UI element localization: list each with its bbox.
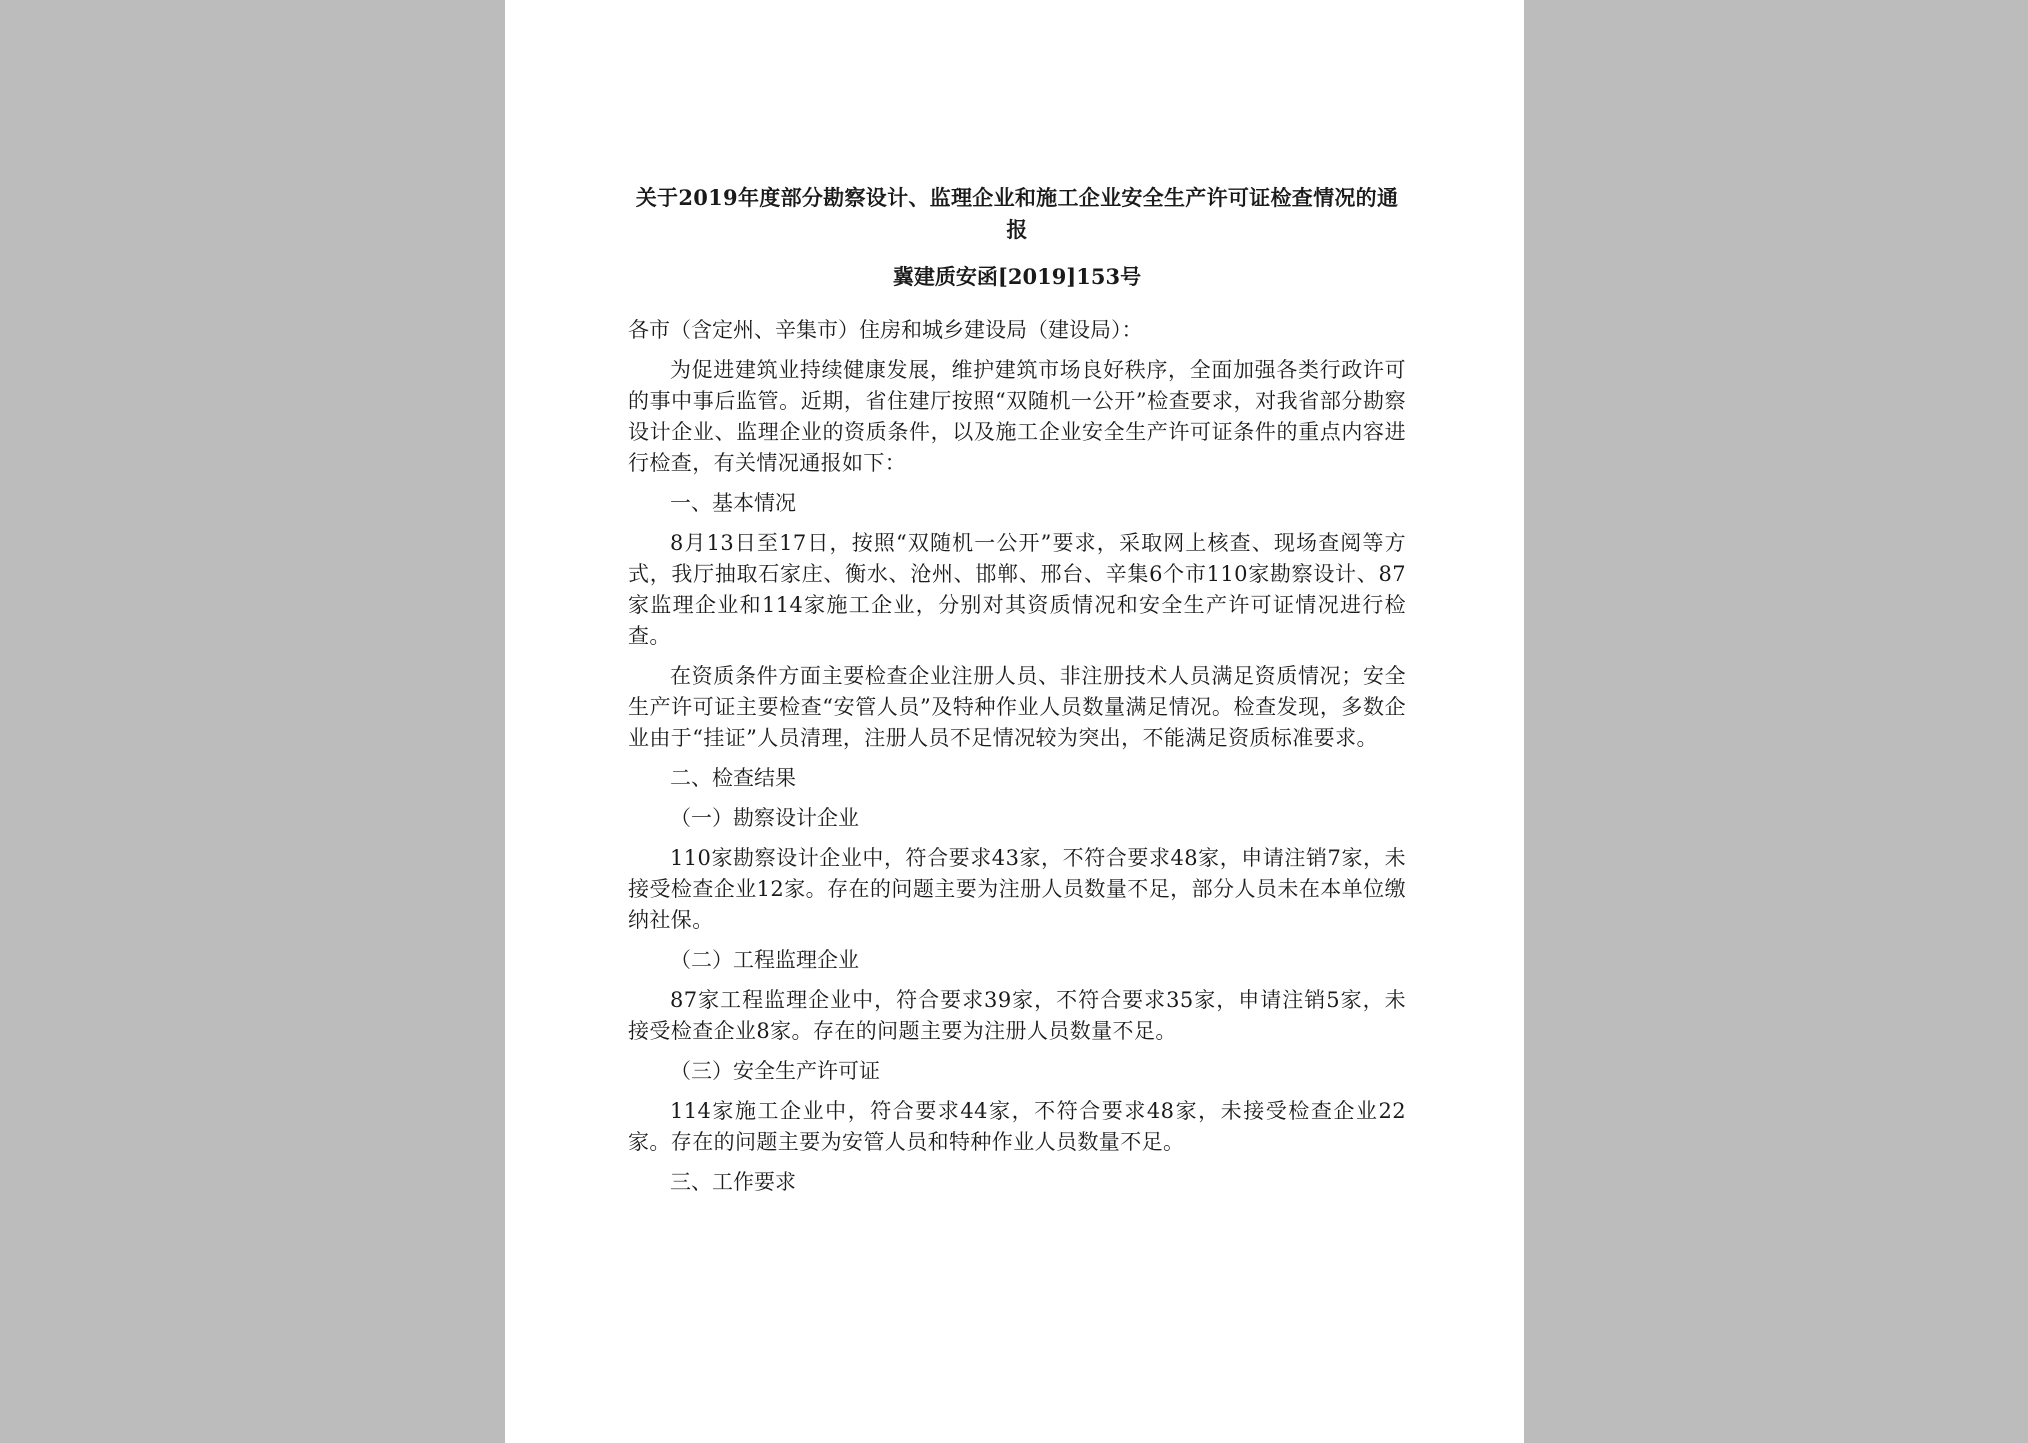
section-heading-basic: 一、基本情况 <box>670 491 796 515</box>
intro-paragraph: 为促进建筑业持续健康发展，维护建筑市场良好秩序，全面加强各类行政许可的事中事后监管。近期，省住建厅按照“双随机一公开”检查要求，对我省部分勘察设计企业、监理企业的资质条件，以及施工企业安全生产许可证条件的重点内容进行检查，有关情况通报如下： <box>628 358 1406 475</box>
document-number: 冀建质安函[2019]153号 <box>892 264 1142 289</box>
document-content <box>628 182 1406 1207</box>
section-heading-requirements: 三、工作要求 <box>670 1170 796 1194</box>
section1-paragraph-2: 在资质条件方面主要检查企业注册人员、非注册技术人员满足资质情况；安全生产许可证主要检查“安管人员”及特种作业人员数量满足情况。检查发现，多数企业由于“挂证”人员清理，注册人员不足情况较为突出，不能满足资质标准要求。 <box>628 664 1406 750</box>
subheading-survey-design: （一）勘察设计企业 <box>670 806 859 830</box>
section1-paragraph-1: 8月13日至17日，按照“双随机一公开”要求，采取网上核查、现场查阅等方式，我厅抽取石家庄、衡水、沧州、邯郸、邢台、辛集6个市110家勘察设计、87家监理企业和114家施工企业，分别对其资质情况和安全生产许可证情况进行检查。 <box>628 531 1406 648</box>
survey-design-paragraph: 110家勘察设计企业中，符合要求43家，不符合要求48家，申请注销7家，未接受检查企业12家。存在的问题主要为注册人员数量不足，部分人员未在本单位缴纳社保。 <box>628 846 1406 932</box>
safety-license-paragraph: 114家施工企业中，符合要求44家，不符合要求48家，未接受检查企业22家。存在的问题主要为安管人员和特种作业人员数量不足。 <box>628 1099 1406 1154</box>
document-title: 关于2019年度部分勘察设计、监理企业和施工企业安全生产许可证检查情况的通报 <box>635 185 1399 242</box>
document-page <box>505 0 1524 1443</box>
subheading-safety-license: （三）安全生产许可证 <box>670 1059 880 1083</box>
section-heading-results: 二、检查结果 <box>670 766 796 790</box>
subheading-supervision: （二）工程监理企业 <box>670 948 859 972</box>
addressee-line: 各市（含定州、辛集市）住房和城乡建设局（建设局）： <box>628 318 1143 342</box>
supervision-paragraph: 87家工程监理企业中，符合要求39家，不符合要求35家，申请注销5家，未接受检查企业8家。存在的问题主要为注册人员数量不足。 <box>628 988 1406 1043</box>
